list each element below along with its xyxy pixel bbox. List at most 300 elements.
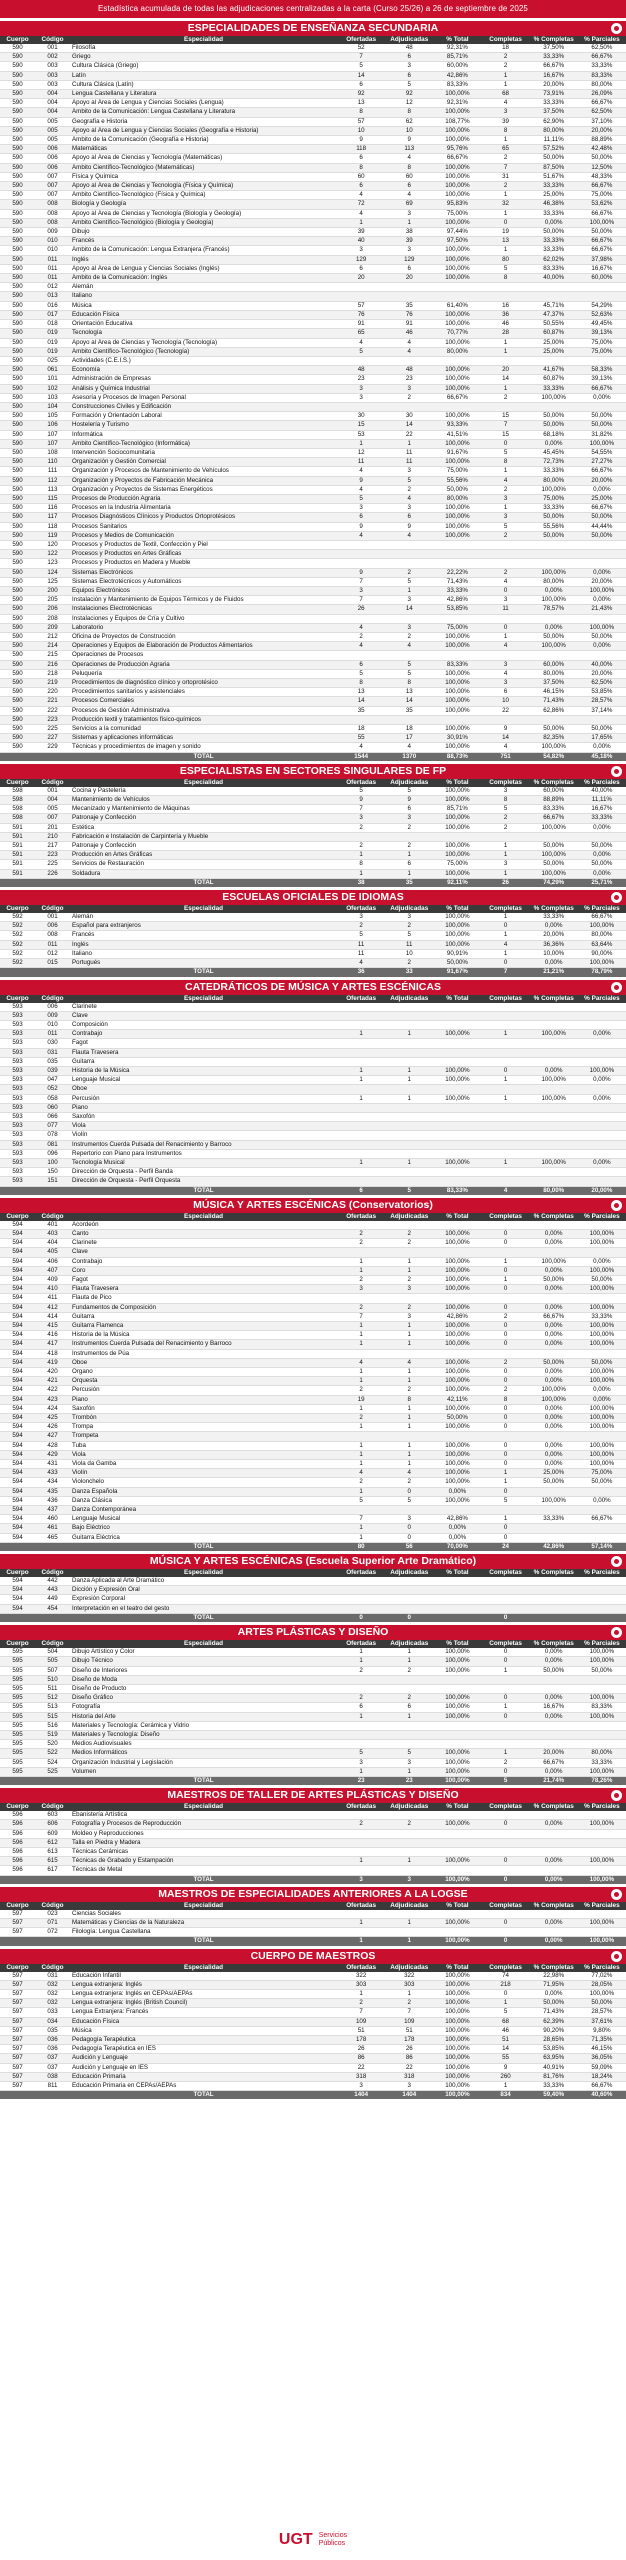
table-cell: 1 (337, 1767, 385, 1776)
table-row (0, 1749, 626, 1758)
table-cell: 033 (35, 2008, 70, 2017)
table-cell (578, 1684, 626, 1693)
table-cell (385, 1003, 433, 1012)
column-header: % Completas (530, 1569, 578, 1577)
total-cell: TOTAL (70, 752, 337, 761)
column-header: Adjudicadas (385, 1964, 433, 1972)
table-cell: 593 (0, 1094, 35, 1103)
table-cell: 22 (385, 430, 433, 439)
table-cell: 005 (35, 117, 70, 126)
table-cell: 505 (35, 1657, 70, 1666)
section-title: ESPECIALIDADES DE ENSEÑANZA SECUNDARIA (0, 21, 626, 36)
table-cell: 0 (481, 1340, 529, 1349)
total-row (0, 2091, 626, 2100)
table-cell (578, 1020, 626, 1029)
table-cell: 100,00% (433, 1229, 481, 1238)
table-cell: 433 (35, 1469, 70, 1478)
table-cell: 1 (385, 1460, 433, 1469)
table-row (0, 706, 626, 715)
table-cell: Dibujo Artístico y Color (70, 1648, 337, 1657)
column-header: Ofertadas (337, 1964, 385, 1972)
table-cell: 5 (337, 62, 385, 71)
table-cell: Procesos y Productos de Textil, Confección y Piel (70, 540, 337, 549)
table-cell (433, 1829, 481, 1838)
table-cell: 590 (0, 476, 35, 485)
table-cell: 100,00% (433, 513, 481, 522)
total-cell: 6 (337, 1186, 385, 1195)
table-cell: 50,00% (530, 842, 578, 851)
table-cell: 1 (481, 869, 529, 878)
table-cell: 100,00% (433, 706, 481, 715)
column-header: % Completas (530, 1640, 578, 1648)
table-cell: 590 (0, 439, 35, 448)
table-cell: 4 (337, 1469, 385, 1478)
table-cell (530, 1140, 578, 1149)
table-cell: 590 (0, 531, 35, 540)
total-cell: 1404 (385, 2091, 433, 2100)
total-cell: 7 (481, 968, 529, 977)
table-cell: 047 (35, 1076, 70, 1085)
table-cell: 594 (0, 1450, 35, 1459)
table-cell: 48,33% (578, 172, 626, 181)
table-cell: 100,00% (433, 1303, 481, 1312)
table-cell (385, 1586, 433, 1595)
table-cell: 1 (385, 1441, 433, 1450)
table-cell: 12 (385, 99, 433, 108)
table-cell: 524 (35, 1758, 70, 1767)
table-cell (385, 540, 433, 549)
table-cell: 200 (35, 586, 70, 595)
table-cell: 100,00% (433, 1404, 481, 1413)
table-cell: 011 (35, 255, 70, 264)
table-cell (385, 1847, 433, 1856)
table-row (0, 1460, 626, 1469)
table-cell: 2 (481, 154, 529, 163)
table-cell (481, 1122, 529, 1131)
section-title: MÚSICA Y ARTES ESCÉNICAS (Conservatorios) (0, 1198, 626, 1213)
table-cell: 593 (0, 1003, 35, 1012)
table-row (0, 246, 626, 255)
table-cell: 6 (337, 182, 385, 191)
table-cell: 100,00% (530, 642, 578, 651)
table-cell: 590 (0, 191, 35, 200)
table-cell: 1 (337, 1377, 385, 1386)
table-row (0, 172, 626, 181)
table-row (0, 99, 626, 108)
table-cell: 597 (0, 1910, 35, 1919)
table-cell: 100,00% (433, 108, 481, 117)
table-cell: Viola (70, 1450, 337, 1459)
table-cell (530, 540, 578, 549)
table-cell: 100,00% (433, 679, 481, 688)
table-cell: 9 (385, 522, 433, 531)
table-cell: 1 (385, 1423, 433, 1432)
table-cell: 100 (35, 1158, 70, 1167)
table-cell: Fabricación e Instalación de Carpintería y Mueble (70, 832, 337, 841)
table-cell: 0 (481, 1414, 529, 1423)
table-cell: 006 (35, 163, 70, 172)
table-cell: Producción en Artes Gráficas (70, 851, 337, 860)
table-cell: Servicios a la comunidad (70, 725, 337, 734)
table-cell: 5 (385, 787, 433, 796)
table-cell: 590 (0, 347, 35, 356)
table-cell: 006 (35, 1003, 70, 1012)
table-cell: 33,33% (578, 814, 626, 823)
table-cell: 3 (481, 513, 529, 522)
table-cell: 060 (35, 1103, 70, 1112)
table-cell: 596 (0, 1857, 35, 1866)
table-cell: 100,00% (433, 931, 481, 940)
table-cell: 6 (337, 660, 385, 669)
table-cell: 3 (385, 504, 433, 513)
total-cell: 0 (337, 1613, 385, 1622)
column-header: Cuerpo (0, 1640, 35, 1648)
table-cell: 597 (0, 2054, 35, 2063)
table-cell: 0 (481, 1368, 529, 1377)
column-header: Adjudicadas (385, 1640, 433, 1648)
table-cell: Música (70, 301, 337, 310)
table-cell: 66,67% (578, 53, 626, 62)
total-cell: 0,00% (530, 1937, 578, 1946)
table-cell: 81,76% (530, 2072, 578, 2081)
total-cell: 0,00% (530, 1875, 578, 1884)
table-cell: 83,33% (578, 1703, 626, 1712)
table-cell: 82,35% (530, 734, 578, 743)
table-cell (578, 1131, 626, 1140)
table-cell: 2 (385, 1694, 433, 1703)
table-cell (530, 1011, 578, 1020)
table-cell: Latín (70, 71, 337, 80)
table-cell: 33,33% (530, 1515, 578, 1524)
table-cell: 50,00% (530, 412, 578, 421)
table-cell (530, 1487, 578, 1496)
table-cell (530, 1103, 578, 1112)
table-cell: 593 (0, 1076, 35, 1085)
table-cell: 603 (35, 1811, 70, 1820)
table-cell: 023 (35, 1910, 70, 1919)
table-cell: 594 (0, 1533, 35, 1542)
table-cell: 590 (0, 458, 35, 467)
table-cell (385, 715, 433, 724)
table-cell (481, 1112, 529, 1121)
table-cell (481, 1149, 529, 1158)
table-cell: 037 (35, 2063, 70, 2072)
table-cell: Procesos de Gestión Administrativa (70, 706, 337, 715)
table-cell: 006 (35, 154, 70, 163)
table-cell: 0 (481, 1266, 529, 1275)
table-cell: 28,57% (578, 2008, 626, 2017)
table-cell: 212 (35, 633, 70, 642)
table-cell: 1 (385, 1918, 433, 1927)
table-row (0, 679, 626, 688)
table-cell: 48 (385, 44, 433, 53)
table-row (0, 805, 626, 814)
table-cell: 2 (337, 1386, 385, 1395)
table-row (0, 568, 626, 577)
table-cell: 590 (0, 163, 35, 172)
table-cell: 3 (337, 586, 385, 595)
table-row (0, 1829, 626, 1838)
table-cell: 100,00% (530, 393, 578, 402)
table-cell: Ámbito de la Comunicación: Lengua Extranjera (Francés) (70, 246, 337, 255)
table-cell: 594 (0, 1506, 35, 1515)
table-cell: 53,85% (433, 605, 481, 614)
table-cell: 1 (481, 1666, 529, 1675)
table-cell: 100,00% (433, 1030, 481, 1039)
table-row (0, 832, 626, 841)
table-cell: 1 (481, 1703, 529, 1712)
table-cell (578, 1675, 626, 1684)
table-cell: 33,33% (530, 99, 578, 108)
table-row (0, 642, 626, 651)
table-cell: 100,00% (433, 338, 481, 347)
table-cell: 1 (337, 1404, 385, 1413)
table-cell: 0 (481, 1533, 529, 1542)
table-row (0, 1811, 626, 1820)
table-cell: 25,00% (530, 1469, 578, 1478)
table-cell (433, 1103, 481, 1112)
table-cell: 1 (481, 1030, 529, 1039)
table-cell: 597 (0, 1989, 35, 1998)
table-cell: 591 (0, 823, 35, 832)
total-cell (35, 1613, 70, 1622)
table-cell: Contrabajo (70, 1257, 337, 1266)
table-cell (385, 1122, 433, 1131)
table-row (0, 1020, 626, 1029)
table-cell: 010 (35, 246, 70, 255)
table-header-row (0, 995, 626, 1003)
table-cell (481, 1847, 529, 1856)
table-cell (385, 1838, 433, 1847)
table-cell: 1 (481, 1094, 529, 1103)
table-cell: Flauta Travesera (70, 1048, 337, 1057)
table-row (0, 1604, 626, 1613)
column-header: Código (35, 995, 70, 1003)
table-cell: 0,00% (530, 1340, 578, 1349)
table-cell: 66,67% (578, 504, 626, 513)
table-cell (481, 832, 529, 841)
table-cell: 035 (35, 2026, 70, 2035)
table-cell: 1 (481, 851, 529, 860)
table-cell: 5 (481, 522, 529, 531)
table-cell (481, 1432, 529, 1441)
table-cell: 2 (337, 1275, 385, 1284)
table-cell: 8 (385, 108, 433, 117)
table-cell: 1 (337, 1989, 385, 1998)
table-cell: Saxofón (70, 1404, 337, 1413)
table-cell: 50,00% (530, 725, 578, 734)
table-cell: 5 (385, 476, 433, 485)
table-cell: 595 (0, 1694, 35, 1703)
table-cell: 62,39% (530, 2017, 578, 2026)
table-cell: 9 (337, 476, 385, 485)
table-cell: 0 (385, 1487, 433, 1496)
table-cell: 590 (0, 734, 35, 743)
table-cell: 100,00% (433, 2045, 481, 2054)
table-cell: 10 (385, 949, 433, 958)
total-cell (530, 1613, 578, 1622)
table-cell: 26 (385, 2045, 433, 2054)
table-row (0, 787, 626, 796)
table-cell (578, 550, 626, 559)
table-cell (337, 1866, 385, 1875)
column-header: Adjudicadas (385, 1569, 433, 1577)
table-cell (385, 614, 433, 623)
table-cell: 16,67% (578, 805, 626, 814)
table-cell (433, 559, 481, 568)
table-cell: 590 (0, 384, 35, 393)
table-cell: 15 (337, 421, 385, 430)
table-cell: 594 (0, 1595, 35, 1604)
table-cell: 28,05% (578, 1980, 626, 1989)
table-cell: Medios Audiovisuales (70, 1740, 337, 1749)
table-cell: 219 (35, 679, 70, 688)
table-cell: 596 (0, 1811, 35, 1820)
table-cell: 096 (35, 1149, 70, 1158)
table-cell: 100,00% (433, 814, 481, 823)
total-cell: 80,00% (530, 1186, 578, 1195)
table-cell: 0,00% (578, 596, 626, 605)
table-cell: 1 (481, 1515, 529, 1524)
section (0, 1788, 626, 1884)
table-cell: 2 (481, 53, 529, 62)
table-cell: 100,00% (578, 1918, 626, 1927)
table-cell: 1 (385, 1857, 433, 1866)
table-cell: 2 (481, 531, 529, 540)
table-cell: Dirección de Orquesta - Perfil Banda (70, 1168, 337, 1177)
table-cell: 100,00% (578, 922, 626, 931)
table-row (0, 209, 626, 218)
column-header: Ofertadas (337, 1213, 385, 1221)
table-cell: 3 (385, 2082, 433, 2091)
table-cell: 512 (35, 1694, 70, 1703)
table-cell: 42,11% (433, 1395, 481, 1404)
table-cell: 1 (481, 209, 529, 218)
table-cell: 1 (385, 1712, 433, 1721)
table-cell: 100,00% (433, 1257, 481, 1266)
table-cell: 612 (35, 1838, 70, 1847)
table-cell: 4 (337, 209, 385, 218)
table-cell (578, 402, 626, 411)
table-cell: Técnicas y procedimientos de imagen y sonido (70, 743, 337, 752)
table-row (0, 228, 626, 237)
total-cell: 100,00% (433, 1875, 481, 1884)
table-cell: 14 (481, 2045, 529, 2054)
table-cell: 002 (35, 53, 70, 62)
column-header: Especialidad (70, 1640, 337, 1648)
table-cell: 5 (385, 931, 433, 940)
table-cell: Procesos Sanitarios (70, 522, 337, 531)
table-cell: 93,33% (433, 421, 481, 430)
table-cell: 0,00% (530, 959, 578, 968)
table-cell: 007 (35, 182, 70, 191)
table-cell (578, 1122, 626, 1131)
table-cell: 2 (481, 814, 529, 823)
table-cell: 3 (481, 108, 529, 117)
table-cell: Ámbito de la Comunicación (Geografía e Historia) (70, 136, 337, 145)
table-cell: 1 (337, 1076, 385, 1085)
table-cell: Economía (70, 366, 337, 375)
table-cell: 590 (0, 375, 35, 384)
table-cell: 100,00% (433, 90, 481, 99)
column-header: % Completas (530, 1902, 578, 1910)
table-cell: 100,00% (433, 136, 481, 145)
table-cell: 3 (337, 393, 385, 402)
table-row (0, 1303, 626, 1312)
table-row (0, 1524, 626, 1533)
table-cell: 594 (0, 1414, 35, 1423)
table-cell: Procedimientos de diagnóstico clínico y ortoprotésico (70, 679, 337, 688)
table-cell (530, 283, 578, 292)
table-row (0, 1989, 626, 1998)
table-cell: 0,00% (530, 1066, 578, 1075)
table-cell: 590 (0, 504, 35, 513)
table-cell: 100,00% (530, 823, 578, 832)
table-cell: 4 (337, 743, 385, 752)
table-cell: 217 (35, 842, 70, 851)
table-cell: Español para extranjeros (70, 922, 337, 931)
section-title: CATEDRÁTICOS DE MÚSICA Y ARTES ESCÉNICAS (0, 980, 626, 995)
table-cell: 011 (35, 274, 70, 283)
table-cell (385, 1131, 433, 1140)
table-cell: 2 (385, 922, 433, 931)
table-header-row (0, 1213, 626, 1221)
table-cell: 60,00% (530, 787, 578, 796)
table-cell: 2 (385, 1229, 433, 1238)
table-cell: Técnicas Cerámicas (70, 1847, 337, 1856)
table-cell: 594 (0, 1604, 35, 1613)
table-cell: 0,00% (530, 1441, 578, 1450)
table-cell: 590 (0, 577, 35, 586)
table-cell: Clarinete (70, 1239, 337, 1248)
total-cell (0, 1542, 35, 1551)
table-cell: 598 (0, 805, 35, 814)
table-cell: 2 (481, 1358, 529, 1367)
table-cell (385, 1177, 433, 1186)
table-cell: 21,43% (578, 605, 626, 614)
table-cell: 100,00% (578, 1694, 626, 1703)
table-cell: 0 (481, 1423, 529, 1432)
table-cell: 129 (337, 255, 385, 264)
table-cell: Organización y Gestión Comercial (70, 458, 337, 467)
table-cell (385, 1928, 433, 1937)
table-cell: 66,67% (578, 2082, 626, 2091)
table-cell: 37,10% (578, 117, 626, 126)
table-cell: 53,85% (578, 688, 626, 697)
table-cell: 100,00% (433, 2063, 481, 2072)
table-row (0, 2054, 626, 2063)
table-cell: Diseño Gráfico (70, 1694, 337, 1703)
table-cell (337, 1122, 385, 1131)
table-cell (530, 1177, 578, 1186)
table-cell: 3 (385, 246, 433, 255)
table-cell: 50,00% (578, 1999, 626, 2008)
table-cell: 1 (337, 1487, 385, 1496)
table-cell: Acordeón (70, 1221, 337, 1230)
table-row (0, 1506, 626, 1515)
total-cell: 21,74% (530, 1776, 578, 1785)
table-cell: 3 (385, 62, 433, 71)
table-cell: 100,00% (433, 310, 481, 319)
table-row (0, 2045, 626, 2054)
table-cell (433, 1020, 481, 1029)
table-cell: 2 (337, 1820, 385, 1829)
total-cell (0, 1186, 35, 1195)
table-cell: 423 (35, 1395, 70, 1404)
table-cell: 14 (481, 375, 529, 384)
table-cell: 40,00% (578, 787, 626, 796)
table-cell: 227 (35, 734, 70, 743)
